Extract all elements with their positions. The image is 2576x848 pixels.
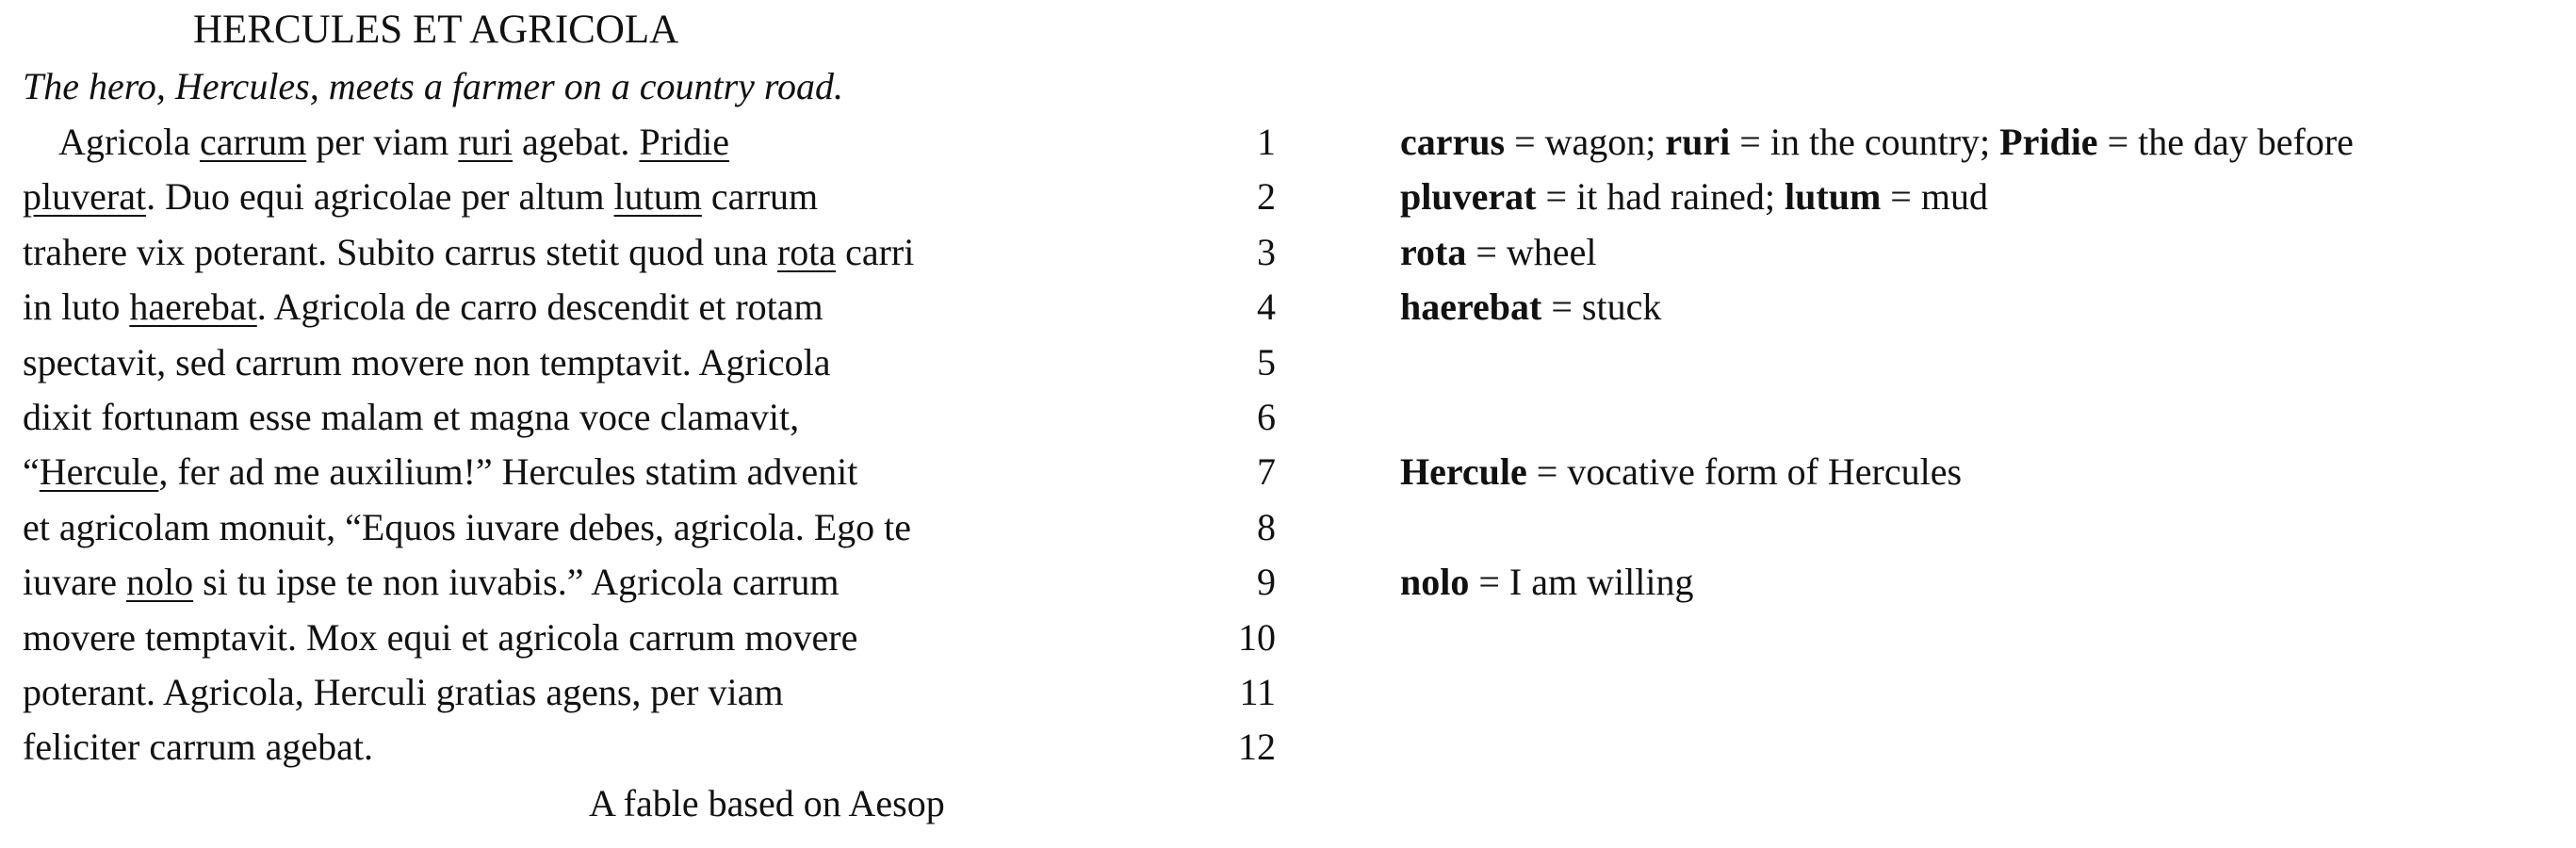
text-segment: et agricolam monuit, “Equos iuvare debes, agricola. Ego te <box>23 505 912 548</box>
glossary-line <box>1400 390 2354 445</box>
document-title: HERCULES ET AGRICOLA <box>193 8 679 52</box>
text-segment: . Duo equi agricolae per altum <box>146 175 614 219</box>
line-number: 4 <box>1257 285 1276 329</box>
passage-line <box>23 280 1276 334</box>
text-segment: dixit fortunam esse malam et magna voce clamavit, <box>23 395 800 438</box>
gloss-term: rota <box>1400 230 1467 273</box>
vocab-word: haerebat <box>129 285 257 329</box>
line-number: 10 <box>1238 615 1276 659</box>
gloss-definition: mud <box>1920 175 1988 219</box>
gloss-definition: stuck <box>1581 285 1662 329</box>
line-number: 1 <box>1257 121 1276 163</box>
gloss-definition: I am willing <box>1508 561 1694 604</box>
glossary-line: nolo = I am willing <box>1400 561 1694 604</box>
line-number: 11 <box>1239 670 1276 713</box>
glossary-line <box>1400 500 2354 555</box>
gloss-term: Hercule <box>1400 450 1527 494</box>
passage-line-text <box>23 225 914 280</box>
passage-line <box>23 225 1276 280</box>
vocab-word: pluverat <box>23 175 147 219</box>
latin-passage <box>23 115 1276 775</box>
passage-line <box>23 555 1276 610</box>
line-number: 12 <box>1238 726 1276 769</box>
text-segment: carrum <box>701 175 819 219</box>
line-number: 8 <box>1257 505 1276 548</box>
vocab-word: rota <box>776 230 837 273</box>
vocab-word: Hercule <box>39 450 159 494</box>
gloss-definition: vocative form of Hercules <box>1567 450 1963 494</box>
gloss-definition: it had rained <box>1576 175 1765 219</box>
passage-line-text <box>23 335 831 390</box>
gloss-term: lutum <box>1785 175 1882 219</box>
gloss-term: nolo <box>1400 561 1470 604</box>
source-attribution: A fable based on Aesop <box>589 782 945 824</box>
passage-line <box>23 445 1276 499</box>
passage-line-text <box>23 665 783 720</box>
line-number: 2 <box>1257 175 1276 219</box>
text-segment: . Agricola de carro descendit et rotam <box>256 285 823 329</box>
vocab-word: nolo <box>125 561 194 604</box>
vocab-word: carrum <box>199 121 307 163</box>
vocab-word: ruri <box>458 121 514 163</box>
line-number: 7 <box>1257 450 1276 494</box>
glossary-line: haerebat = stuck <box>1400 285 1662 329</box>
passage-line <box>23 335 1276 390</box>
gloss-definition: in the country <box>1769 121 1981 163</box>
passage-line-text <box>58 115 729 170</box>
passage-line <box>23 170 1276 224</box>
text-segment: poterant. Agricola, Herculi gratias agens, per viam <box>23 670 784 713</box>
passage-line-text <box>23 445 857 499</box>
vocab-word: lutum <box>613 175 702 219</box>
line-number: 5 <box>1257 340 1276 383</box>
passage-line-text <box>23 611 857 665</box>
line-number: 9 <box>1257 561 1276 604</box>
text-segment: in luto <box>23 285 130 329</box>
glossary-line <box>1400 335 2354 390</box>
gloss-definition: wagon <box>1544 121 1646 163</box>
passage-line-text <box>23 555 839 610</box>
text-segment: per viam <box>306 121 459 163</box>
document-subtitle: The hero, Hercules, meets a farmer on a country road. <box>23 65 843 107</box>
passage-line <box>23 390 1276 445</box>
text-segment: Agricola <box>58 121 200 163</box>
passage-line-text <box>23 720 373 775</box>
glossary-line: carrus = wagon; ruri = in the country; Pridie = the day before <box>1400 121 2354 163</box>
gloss-term: Pridie <box>1999 121 2098 163</box>
gloss-term: haerebat <box>1400 285 1542 329</box>
text-segment: carri <box>836 230 915 273</box>
passage-line <box>23 720 1276 775</box>
passage-line <box>23 611 1276 665</box>
glossary-line: pluverat = it had rained; lutum = mud <box>1400 175 1988 219</box>
text-segment: agebat. <box>513 121 640 163</box>
text-segment: si tu ipse te non iuvabis.” Agricola carrum <box>193 561 840 604</box>
passage-line-text <box>23 280 823 334</box>
text-segment: , fer ad me auxilium!” Hercules statim advenit <box>158 450 858 494</box>
line-number: 3 <box>1257 230 1276 273</box>
gloss-term: ruri <box>1665 121 1731 163</box>
vocab-word: Pridie <box>639 121 729 163</box>
text-segment: “ <box>23 450 40 494</box>
passage-line <box>23 115 1276 170</box>
text-segment: movere temptavit. Mox equi et agricola carrum movere <box>23 615 858 659</box>
passage-line-text <box>23 390 799 445</box>
passage-line <box>23 500 1276 555</box>
text-segment: iuvare <box>23 561 126 604</box>
gloss-definition: wheel <box>1506 230 1597 273</box>
vocabulary-glossary <box>1400 115 2354 611</box>
text-segment: feliciter carrum agebat. <box>23 726 373 769</box>
line-number: 6 <box>1257 395 1276 438</box>
gloss-term: pluverat <box>1400 175 1537 219</box>
gloss-definition: the day before <box>2138 121 2354 163</box>
passage-line-text <box>23 500 911 555</box>
glossary-line: rota = wheel <box>1400 230 1597 273</box>
glossary-line: Hercule = vocative form of Hercules <box>1400 450 1963 494</box>
text-segment: trahere vix poterant. Subito carrus stetit quod una <box>23 230 777 273</box>
passage-line <box>23 665 1276 720</box>
text-segment: spectavit, sed carrum movere non temptavit. Agricola <box>23 340 831 383</box>
passage-line-text <box>23 170 818 224</box>
gloss-term: carrus <box>1400 121 1506 163</box>
